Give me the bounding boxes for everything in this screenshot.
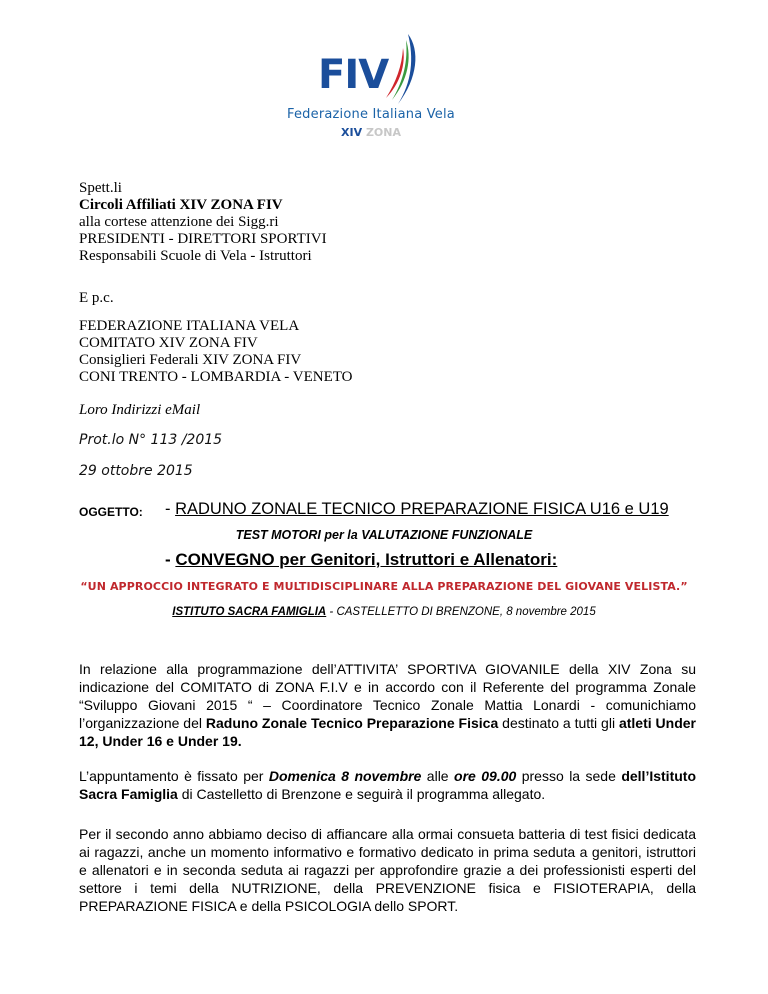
paragraph-bold-text: Raduno Zonale Tecnico Preparazione Fisica: [205, 715, 499, 731]
paragraph-text: presso la sede: [516, 768, 622, 784]
subject-venue: [0, 606, 768, 618]
venue-name: ISTITUTO SACRA FAMIGLIA: [172, 606, 327, 618]
paragraph-bold-italic-text: Domenica 8 novembre: [268, 768, 422, 784]
recipients-block: [79, 180, 327, 265]
cc-line: FEDERAZIONE ITALIANA VELA: [79, 318, 300, 334]
convegno-text: CONVEGNO per Genitori, Istruttori e Allenatori:: [175, 550, 558, 569]
cc-recipients-block: [79, 318, 352, 386]
paragraph-bold-text: dell’Istituto Sacra Famiglia: [79, 768, 696, 802]
cc-line: COMITATO XIV ZONA FIV: [79, 335, 258, 351]
paragraph-bold-text: atleti Under 12, Under 16 e Under 19.: [79, 715, 697, 749]
paragraph-text: L’appuntamento è fissato per: [79, 768, 269, 784]
paragraph-bold-italic-text: ore 09.00: [454, 768, 517, 784]
cc-line: Consiglieri Federali XIV ZONA FIV: [79, 352, 302, 368]
subject-title-text: RADUNO ZONALE TECNICO PREPARAZIONE FISICA U16 e U19: [175, 500, 669, 518]
subject-dash: -: [165, 500, 176, 518]
recipient-line: Spett.li: [79, 180, 122, 196]
cc-label: E p.c.: [79, 290, 114, 306]
subject-convegno: [165, 550, 557, 570]
recipient-line: Circoli Affiliati XIV ZONA FIV: [79, 197, 283, 213]
recipient-line: alla cortese attenzione dei Sigg.ri: [79, 214, 279, 230]
convegno-dash: -: [165, 550, 176, 569]
body-paragraph-3: Per il secondo anno abbiamo deciso di affiancare alla ormai consueta batteria di test fisici dedicata ai ragazzi, anche un momento informativo e formativo dedicato in prima seduta a genitori, istruttori e allenatori e in seconda seduta ai ragazzi per approfondire grazie a dei professionisti esperti del settore i temi della NUTRIZIONE, della PREVENZIONE fisica e FISIOTERAPIA, della PREPARAZIONE FISICA e della PSICOLOGIA dello SPORT.: [79, 826, 696, 914]
letter-date: 29 ottobre 2015: [79, 463, 193, 479]
fiv-logo-text: FIV: [318, 52, 389, 98]
venue-details: - CASTELLETTO DI BRENZONE, 8 novembre 2015: [326, 606, 596, 618]
subject-title: [165, 500, 669, 519]
body-paragraph-1: [79, 660, 696, 750]
paragraph-text: destinato a tutti gli: [498, 715, 619, 731]
logo-subtitle: Federazione Italiana Vela: [287, 107, 455, 122]
subject-label: OGGETTO:: [79, 505, 143, 519]
logo-zone-word: ZONA: [365, 126, 401, 139]
body-paragraph-2: [79, 767, 696, 803]
logo-zone: [276, 126, 466, 139]
email-note: Loro Indirizzi eMail: [79, 402, 201, 418]
paragraph-text: alle: [421, 768, 455, 784]
recipient-line: Responsabili Scuole di Vela - Istruttori: [79, 248, 312, 264]
protocol-number: Prot.lo N° 113 /2015: [79, 432, 223, 448]
logo-zone-roman: XIV: [341, 126, 363, 139]
subject-test-line: TEST MOTORI per la VALUTAZIONE FUNZIONALE: [235, 528, 533, 542]
cc-line: CONI TRENTO - LOMBARDIA - VENETO: [79, 369, 353, 385]
subject-quote: “UN APPROCCIO INTEGRATO E MULTIDISCIPLINARE ALLA PREPARAZIONE DEL GIOVANE VELISTA.”: [80, 580, 688, 593]
recipient-line: PRESIDENTI - DIRETTORI SPORTIVI: [79, 231, 327, 247]
paragraph-text: In relazione alla programmazione dell’ATTIVITA’ SPORTIVA GIOVANILE della XIV Zona su indicazione del COMITATO di ZONA F.I.V e in accordo con il Referente del programma Zonale “Sviluppo Giovani 2015 “ – Coordinatore Tecnico Zonale Mattia Lonardi - comunichiamo l’organizzazione del: [79, 661, 696, 731]
paragraph-text: di Castelletto di Brenzone e seguirà il programma allegato.: [177, 786, 546, 802]
